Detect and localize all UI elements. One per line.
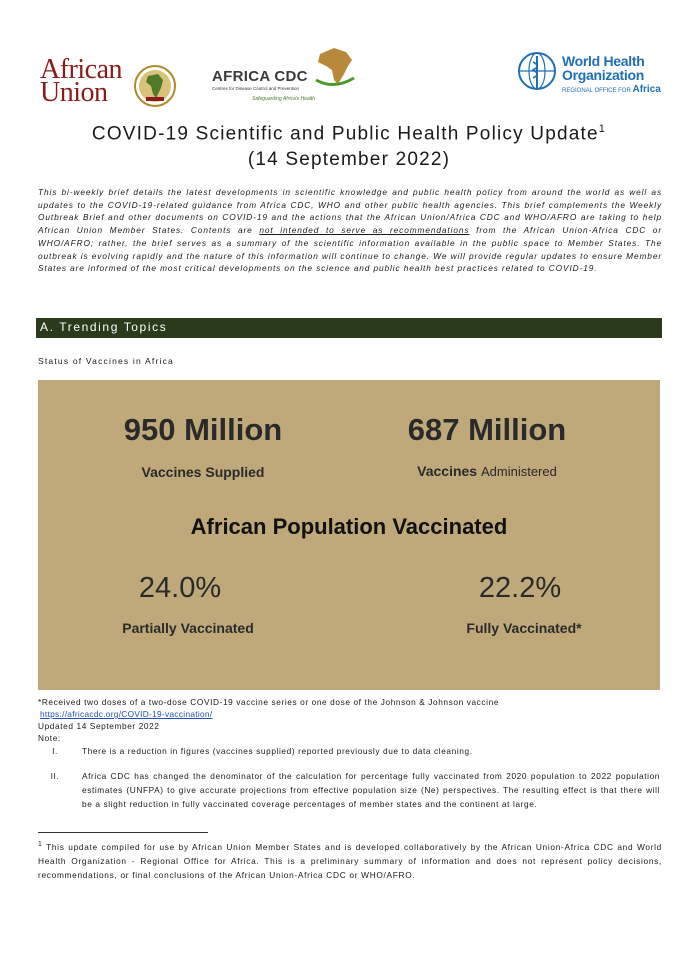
- supplied-value: 950 Million: [123, 412, 283, 447]
- document-title: [0, 116, 698, 173]
- african-union-wordmark: [40, 54, 123, 108]
- full-pct: 22.2%: [478, 572, 562, 604]
- section-heading: A. Trending Topics: [36, 318, 662, 338]
- who-line1: World Health: [562, 53, 645, 69]
- africa-cdc-subtitle: Centres for Disease Control and Prevention: [212, 86, 300, 91]
- note-number: I.: [52, 746, 58, 756]
- intro-part1: This bi-weekly brief details the latest developments in scientific knowledge and public health policy from around the world as well as updates to the COVID-19-related guidance from Africa CDC, WHO and other public health agencies. This brief complements the Weekly Outbreak Brief and other documents on COVID-19 and the actions that the African Union/Africa CDC and WHO/AFRO are taking to help African Union Member States. Contents are: [38, 187, 662, 236]
- footnote: [38, 838, 662, 882]
- footnote-marker: 1: [38, 841, 43, 848]
- partial-label: Partially Vaccinated: [122, 620, 254, 636]
- full-label: Fully Vaccinated*: [466, 620, 582, 636]
- intro-part2: from the African Union-Africa CDC or WHO/AFRO; rather, the brief serves as a summary of the scientific information available in the public space to Member States. The outbreak is evolving rapidly and the nature of this information will continue to change. We will provide regular updates to ensure Member States are informed of the most critical developments on the science and public health best practices related to COVID-19.: [38, 225, 662, 274]
- au-emblem-icon: [132, 64, 178, 108]
- au-line2: Union: [40, 77, 108, 108]
- supplied-label: Vaccines Supplied: [141, 464, 265, 480]
- vaccine-stats-panel: [38, 380, 660, 690]
- footnote-divider: [38, 832, 208, 833]
- note-number: II.: [50, 771, 60, 781]
- african-union-logo: [40, 54, 190, 110]
- africa-cdc-logo: [212, 44, 372, 110]
- note-label: Note:: [38, 733, 61, 743]
- who-regional-office: [562, 84, 661, 95]
- title-date: (14 September 2022): [247, 149, 451, 171]
- note-text: There is a reduction in figures (vaccines supplied) reported previously due to data cleaning.: [82, 746, 473, 756]
- africa-cdc-tagline: Safeguarding Africa's Health: [252, 96, 316, 102]
- updated-date: Updated 14 September 2022: [38, 721, 160, 731]
- administered-label: [382, 463, 592, 479]
- who-logo: [516, 48, 666, 100]
- who-region: Africa: [632, 84, 661, 95]
- who-region-prefix: REGIONAL OFFICE FOR: [562, 88, 631, 94]
- title-line1: [0, 116, 698, 147]
- administered-label-bold: Vaccines: [417, 463, 478, 479]
- who-line2: Organization: [562, 67, 644, 83]
- administered-label-rest: Administered: [480, 464, 557, 479]
- status-label: Status of Vaccines in Africa: [38, 356, 174, 366]
- africa-map-icon: [312, 44, 358, 88]
- intro-paragraph: [38, 186, 662, 275]
- administered-value: 687 Million: [407, 412, 567, 447]
- who-wordmark: [562, 54, 644, 82]
- africa-cdc-wordmark: AFRICA CDC: [212, 68, 308, 85]
- au-line1: African: [40, 54, 123, 85]
- logo-bar: [0, 44, 698, 110]
- population-vaccinated-title: African Population Vaccinated: [190, 514, 508, 539]
- footnote-text: This update compiled for use by African Union Member States and is developed collaboratively by the African Union-Africa CDC and World Health Organization - Regional Office for Africa. This is a preliminary summary of information and does not represent policy decisions, recommendations, or final conclusions of the African Union-Africa CDC or WHO/AFRO.: [38, 841, 662, 880]
- intro-underlined: not intended to serve as recommendations: [259, 225, 470, 236]
- vaccination-link[interactable]: https://africacdc.org/COVID-19-vaccination/: [40, 709, 213, 719]
- who-emblem-icon: [516, 50, 558, 92]
- title-text: COVID-19 Scientific and Public Health Policy Update: [91, 123, 599, 145]
- note-text: Africa CDC has changed the denominator of the calculation for percentage fully vaccinated from 2020 population to 2022 population estimates (UNFPA) to give accurate projections from effective population size (Ne) perspectives. The resulting effect is that there will be a slight reduction in fully vaccinated coverage percentages of member states and the continent at large.: [82, 771, 660, 809]
- title-footnote-marker: 1: [598, 123, 607, 135]
- partial-pct: 24.0%: [138, 572, 222, 604]
- asterisk-note: *Received two doses of a two-dose COVID-19 vaccine series or one dose of the Johnson & Johnson vaccine: [38, 697, 500, 707]
